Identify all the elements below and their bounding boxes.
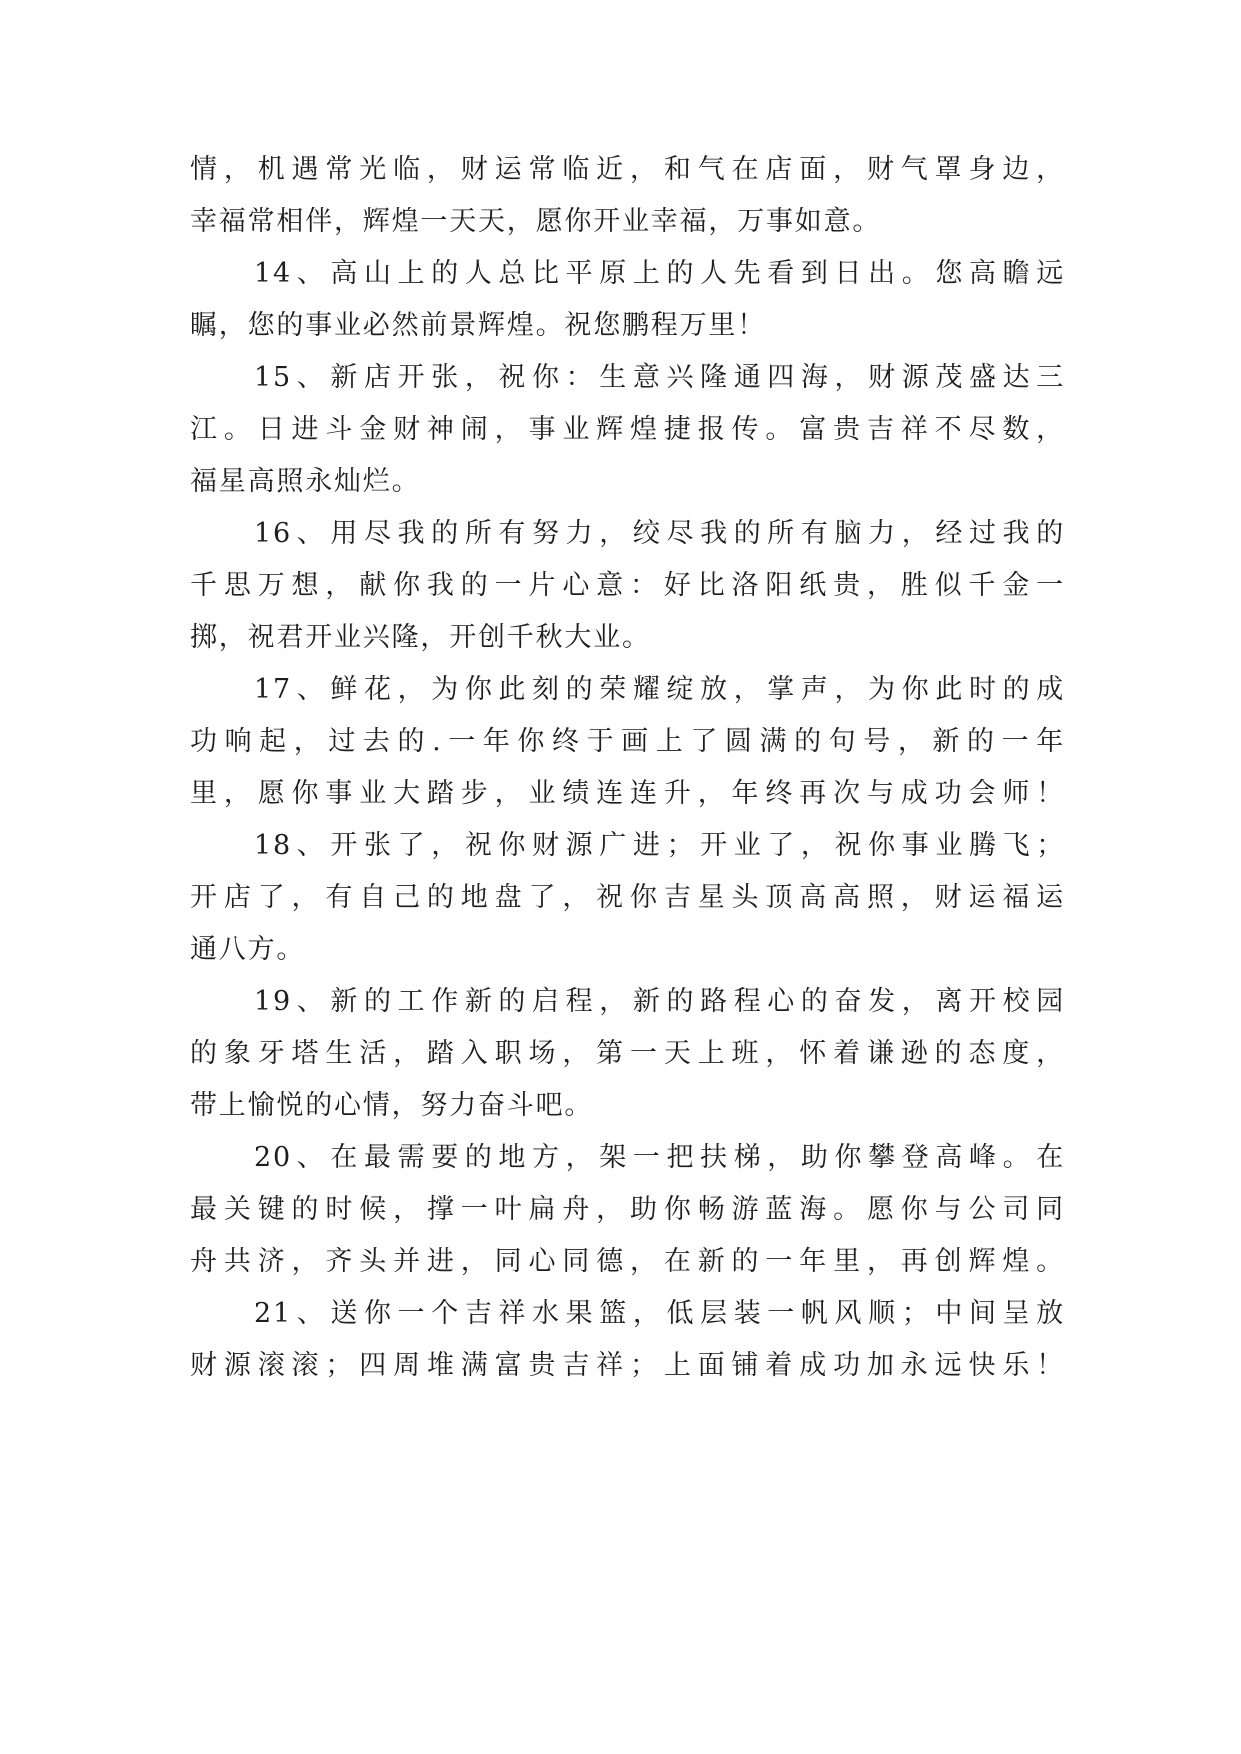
paragraph <box>190 352 1065 508</box>
text-line: 带上愉悦的心情，努力奋斗吧。 <box>190 1090 594 1121</box>
paragraph <box>190 1288 1065 1392</box>
paragraph <box>190 664 1065 820</box>
paragraph <box>190 1132 1065 1288</box>
text-line: 14、高山上的人总比平原上的人先看到日出。您高瞻远 <box>254 258 1065 289</box>
text-line: 江。日进斗金财神闹，事业辉煌捷报传。富贵吉祥不尽数， <box>190 414 1065 445</box>
text-line: 17、鲜花，为你此刻的荣耀绽放，掌声，为你此时的成 <box>254 674 1065 705</box>
text-line: 福星高照永灿烂。 <box>190 466 421 497</box>
text-line: 掷，祝君开业兴隆，开创千秋大业。 <box>190 622 651 653</box>
text-line: 的象牙塔生活，踏入职场，第一天上班，怀着谦逊的态度， <box>190 1038 1065 1069</box>
text-line: 21、送你一个吉祥水果篮，低层装一帆风顺；中间呈放 <box>254 1298 1065 1329</box>
text-line: 幸福常相伴，辉煌一天天，愿你开业幸福，万事如意。 <box>190 206 882 237</box>
text-line: 里，愿你事业大踏步，业绩连连升，年终再次与成功会师！ <box>190 778 1065 809</box>
text-line: 通八方。 <box>190 934 306 965</box>
paragraph <box>190 144 1065 248</box>
paragraph <box>190 508 1065 664</box>
text-line: 15、新店开张，祝你：生意兴隆通四海，财源茂盛达三 <box>254 362 1065 393</box>
paragraph <box>190 820 1065 976</box>
text-line: 瞩，您的事业必然前景辉煌。祝您鹏程万里！ <box>190 310 766 341</box>
text-line: 舟共济，齐头并进，同心同德，在新的一年里，再创辉煌。 <box>190 1246 1065 1277</box>
paragraph <box>190 248 1065 352</box>
text-line: 功响起，过去的.一年你终于画上了圆满的句号，新的一年 <box>190 726 1065 757</box>
text-line: 最关键的时候，撑一叶扁舟，助你畅游蓝海。愿你与公司同 <box>190 1194 1065 1225</box>
text-line: 19、新的工作新的启程，新的路程心的奋发，离开校园 <box>254 986 1065 1017</box>
paragraph <box>190 976 1065 1132</box>
text-line: 20、在最需要的地方，架一把扶梯，助你攀登高峰。在 <box>254 1142 1065 1173</box>
text-line: 情，机遇常光临，财运常临近，和气在店面，财气罩身边， <box>190 154 1065 185</box>
text-line: 16、用尽我的所有努力，绞尽我的所有脑力，经过我的 <box>254 518 1065 549</box>
text-line: 千思万想，献你我的一片心意：好比洛阳纸贵，胜似千金一 <box>190 570 1065 601</box>
text-line: 18、开张了，祝你财源广进；开业了，祝你事业腾飞； <box>254 830 1065 861</box>
text-line: 开店了，有自己的地盘了，祝你吉星头顶高高照，财运福运 <box>190 882 1065 913</box>
text-line: 财源滚滚；四周堆满富贵吉祥；上面铺着成功加永远快乐！ <box>190 1350 1065 1381</box>
document-body <box>190 144 1065 1392</box>
